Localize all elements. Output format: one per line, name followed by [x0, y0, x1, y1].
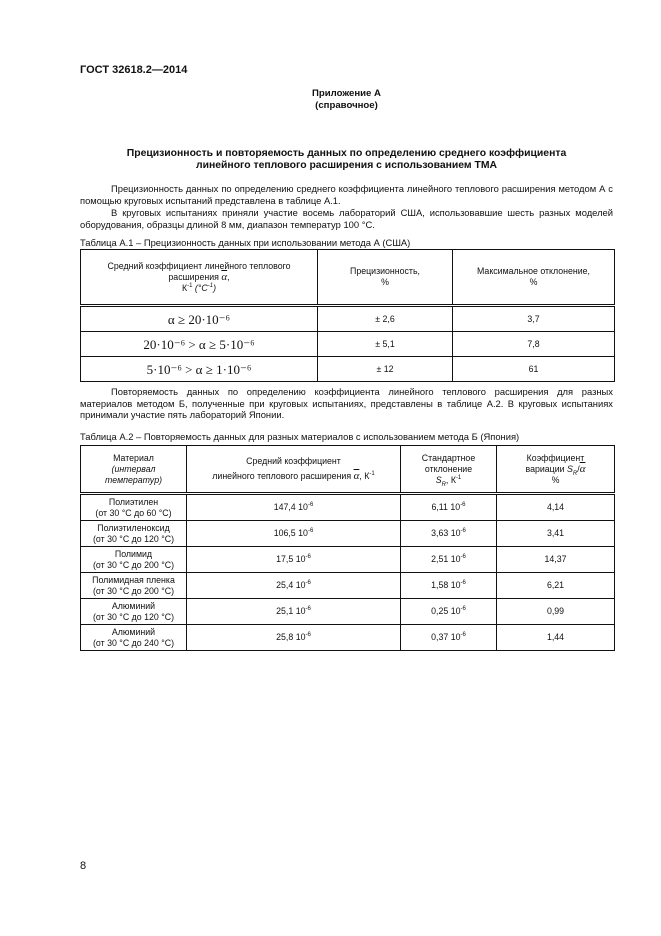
standard-number: ГОСТ 32618.2—2014	[80, 64, 188, 76]
t2-sd-cell: 0,37 $10^{-6}$	[401, 625, 497, 651]
t1-header-coefficient: Средний коэффициент линейного теплового расширения $\overline{\alpha}$, $К^{-1}$ $(^\circ С^{-1})$	[81, 250, 318, 306]
t2-cv-cell: 4,14	[497, 494, 615, 521]
table-row	[81, 357, 615, 382]
t2-material-cell: Полиэтилен (от 30 °С до 60 °С)	[81, 494, 187, 521]
t1-range-cell: 20·10⁻⁶ > α ≥ 5·10⁻⁶	[81, 332, 318, 357]
table-row	[81, 547, 615, 573]
table-row	[81, 494, 615, 521]
t2-cv-cell: 3,41	[497, 521, 615, 547]
t1-precision-cell: ± 12	[318, 357, 453, 382]
page-number: 8	[80, 860, 87, 872]
table-a1	[80, 249, 615, 382]
paragraph-participants: В круговых испытаниях приняли участие восемь лабораторий США, использовавшие шесть разных моделей оборудования, образцы длиной 8 мм, диапазон температур 100 °С.	[80, 207, 613, 230]
t2-cv-cell: 1,44	[497, 625, 615, 651]
t2-mean-cell: 17,5 $10^{-6}$	[187, 547, 401, 573]
table-row	[81, 521, 615, 547]
table-row	[81, 332, 615, 357]
t2-material-cell: Полимид (от 30 °С до 200 °С)	[81, 547, 187, 573]
t2-header-mean-coefficient: Средний коэффициент линейного теплового расширения $\overline{\alpha}$, $К^{-1}$	[187, 446, 401, 494]
section-title-line-2: линейного теплового расширения с использованием ТМА	[196, 160, 497, 171]
table-header-row	[81, 446, 615, 494]
t1-header-max-deviation: Максимальное отклонение, %	[453, 250, 615, 306]
table-a1-caption: Таблица А.1 – Прецизионность данных при использовании метода А (США)	[80, 237, 411, 248]
t2-mean-cell: 106,5 $10^{-6}$	[187, 521, 401, 547]
t1-range-cell: 5·10⁻⁶ > α ≥ 1·10⁻⁶	[81, 357, 318, 382]
t1-range-cell: α ≥ 20·10⁻⁶	[81, 306, 318, 332]
t1-precision-cell: ± 5,1	[318, 332, 453, 357]
t2-mean-cell: 25,4 $10^{-6}$	[187, 573, 401, 599]
t2-header-std-deviation: Стандартное отклонение $S_R$, $К^{-1}$	[401, 446, 497, 494]
t1-max-dev-cell: 3,7	[453, 306, 615, 332]
t2-mean-cell: 25,1 $10^{-6}$	[187, 599, 401, 625]
t1-precision-cell: ± 2,6	[318, 306, 453, 332]
t2-sd-cell: 0,25 $10^{-6}$	[401, 599, 497, 625]
t2-material-cell: Алюминий (от 30 °С до 120 °С)	[81, 599, 187, 625]
table-row	[81, 573, 615, 599]
table-header-row	[81, 250, 615, 306]
t2-cv-cell: 0,99	[497, 599, 615, 625]
appendix-title: Приложение А	[312, 88, 381, 99]
table-a2-caption: Таблица А.2 – Повторяемость данных для разных материалов с использованием метода Б (Япония)	[80, 431, 520, 442]
t2-cv-cell: 6,21	[497, 573, 615, 599]
t2-sd-cell: 6,11 $10^{-6}$	[401, 494, 497, 521]
t2-header-variation-coef: Коэффициент вариации $S_R/\overline{\alpha}$ %	[497, 446, 615, 494]
t2-sd-cell: 3,63 $10^{-6}$	[401, 521, 497, 547]
t2-cv-cell: 14,37	[497, 547, 615, 573]
table-row	[81, 306, 615, 332]
t2-sd-cell: 1,58 $10^{-6}$	[401, 573, 497, 599]
table-a2	[80, 445, 615, 651]
t2-mean-cell: 147,4 $10^{-6}$	[187, 494, 401, 521]
paragraph-repeatability: Повторяемость данных по определению коэффициента линейного теплового расширения для разных материалов методом Б, полученные при круговых испытаниях, представлены в таблице А.2. В круговых испытаниях принимали участие пять лабораторий Японии.	[80, 386, 613, 421]
table-row	[81, 625, 615, 651]
t2-header-material: Материал (интервал температур)	[81, 446, 187, 494]
section-title-line-1: Прецизионность и повторяемость данных по определению среднего коэффициента	[126, 148, 567, 159]
t2-mean-cell: 25,8 $10^{-6}$	[187, 625, 401, 651]
t2-sd-cell: 2,51 $10^{-6}$	[401, 547, 497, 573]
table-row	[81, 599, 615, 625]
paragraph-precision: Прецизионность данных по определению среднего коэффициента линейного теплового расширения методом А с помощью круговых испытаний представлена в таблице А.1.	[80, 183, 613, 206]
t1-header-precision: Прецизионность, %	[318, 250, 453, 306]
t2-material-cell: Полиэтиленоксид (от 30 °С до 120 °С)	[81, 521, 187, 547]
t2-material-cell: Полимидная пленка (от 30 °С до 200 °С)	[81, 573, 187, 599]
t1-max-dev-cell: 7,8	[453, 332, 615, 357]
t2-material-cell: Алюминий (от 30 °С до 240 °С)	[81, 625, 187, 651]
appendix-note: (справочное)	[315, 100, 378, 111]
t1-max-dev-cell: 61	[453, 357, 615, 382]
